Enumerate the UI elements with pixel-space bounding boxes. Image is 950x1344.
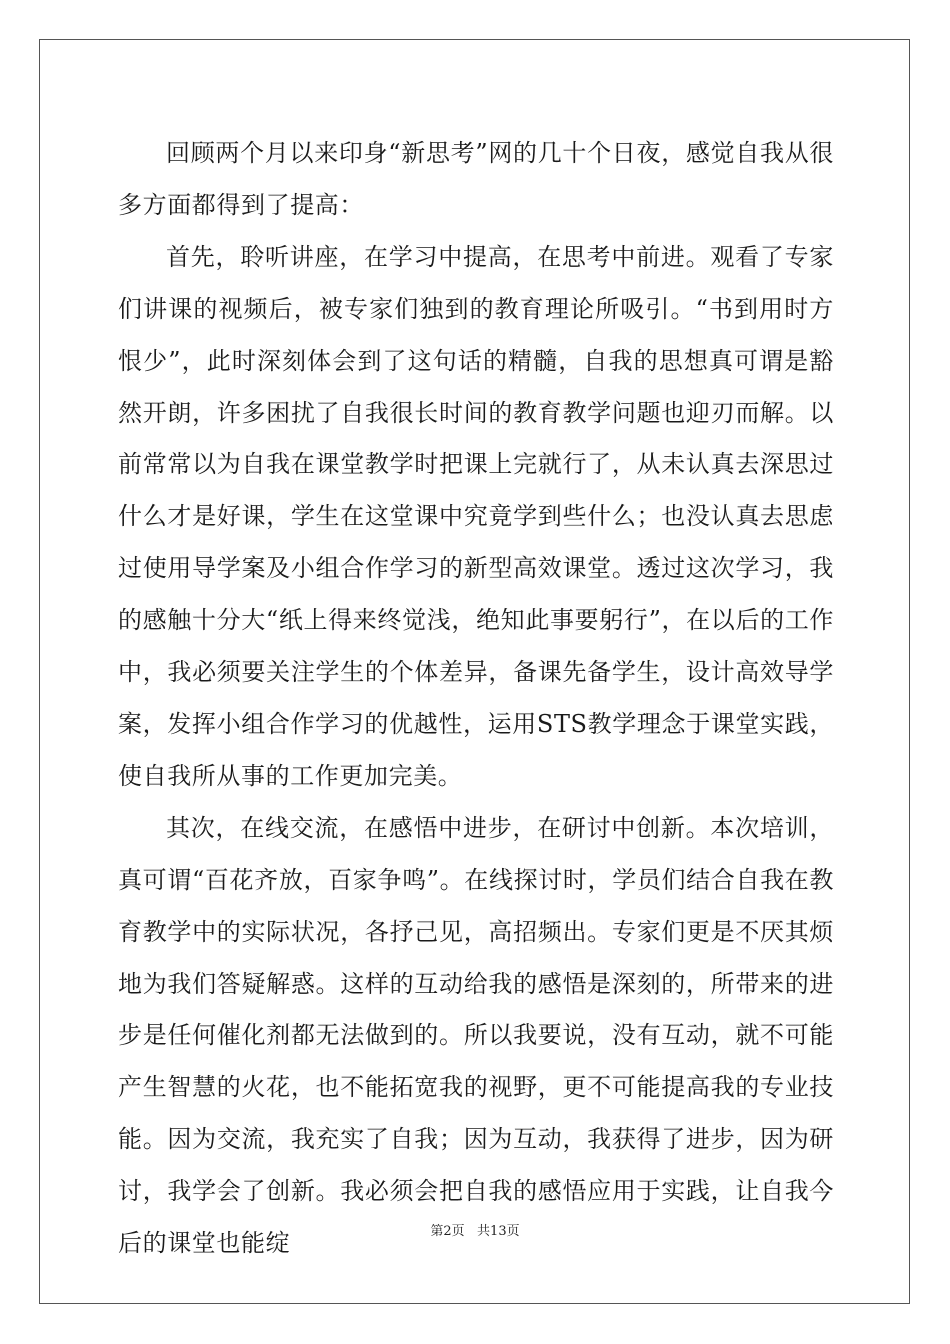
page-footer: 第2页 共13页 [430, 1224, 520, 1239]
paragraph-first-point: 首先，聆听讲座，在学习中提高，在思考中前进。观看了专家们讲课的视频后，被专家们独到的教育理论所吸引。“书到用时方恨少”，此时深刻体会到了这句话的精髓，自我的思想真可谓是豁然开朗，许多困扰了自我很长时间的教育教学问题也迎刃而解。以前常常以为自我在课堂教学时把课上完就行了，从未认真去深思过什么才是好课，学生在这堂课中究竟学到些什么；也没认真去思虑过使用导学案及小组合作学习的新型高效课堂。透过这次学习，我的感触十分大“纸上得来终觉浅，绝知此事要躬行”，在以后的工作中，我必须要关注学生的个体差异，备课先备学生，设计高效导学案，发挥小组合作学习的优越性，运用STS教学理念于课堂实践，使自我所从事的工作更加完美。 [118, 242, 834, 790]
paragraph-second-point: 其次，在线交流，在感悟中进步，在研讨中创新。本次培训，真可谓“百花齐放，百家争鸣”。在线探讨时，学员们结合自我在教育教学中的实际状况，各抒己见，高招频出。专家们更是不厌其烦地为我们答疑解惑。这样的互动给我的感悟是深刻的，所带来的进步是任何催化剂都无法做到的。所以我要说，没有互动，就不可能产生智慧的火花，也不能拓宽我的视野，更不可能提高我的专业技能。因为交流，我充实了自我；因为互动，我获得了进步，因为研讨，我学会了创新。我必须会把自我的感悟应用于实践，让自我今后的课堂也能绽 [118, 813, 834, 1258]
document-body [118, 128, 834, 1270]
paragraph-intro: 回顾两个月以来印身“新思考”网的几十个日夜，感觉自我从很多方面都得到了提高： [118, 139, 834, 219]
